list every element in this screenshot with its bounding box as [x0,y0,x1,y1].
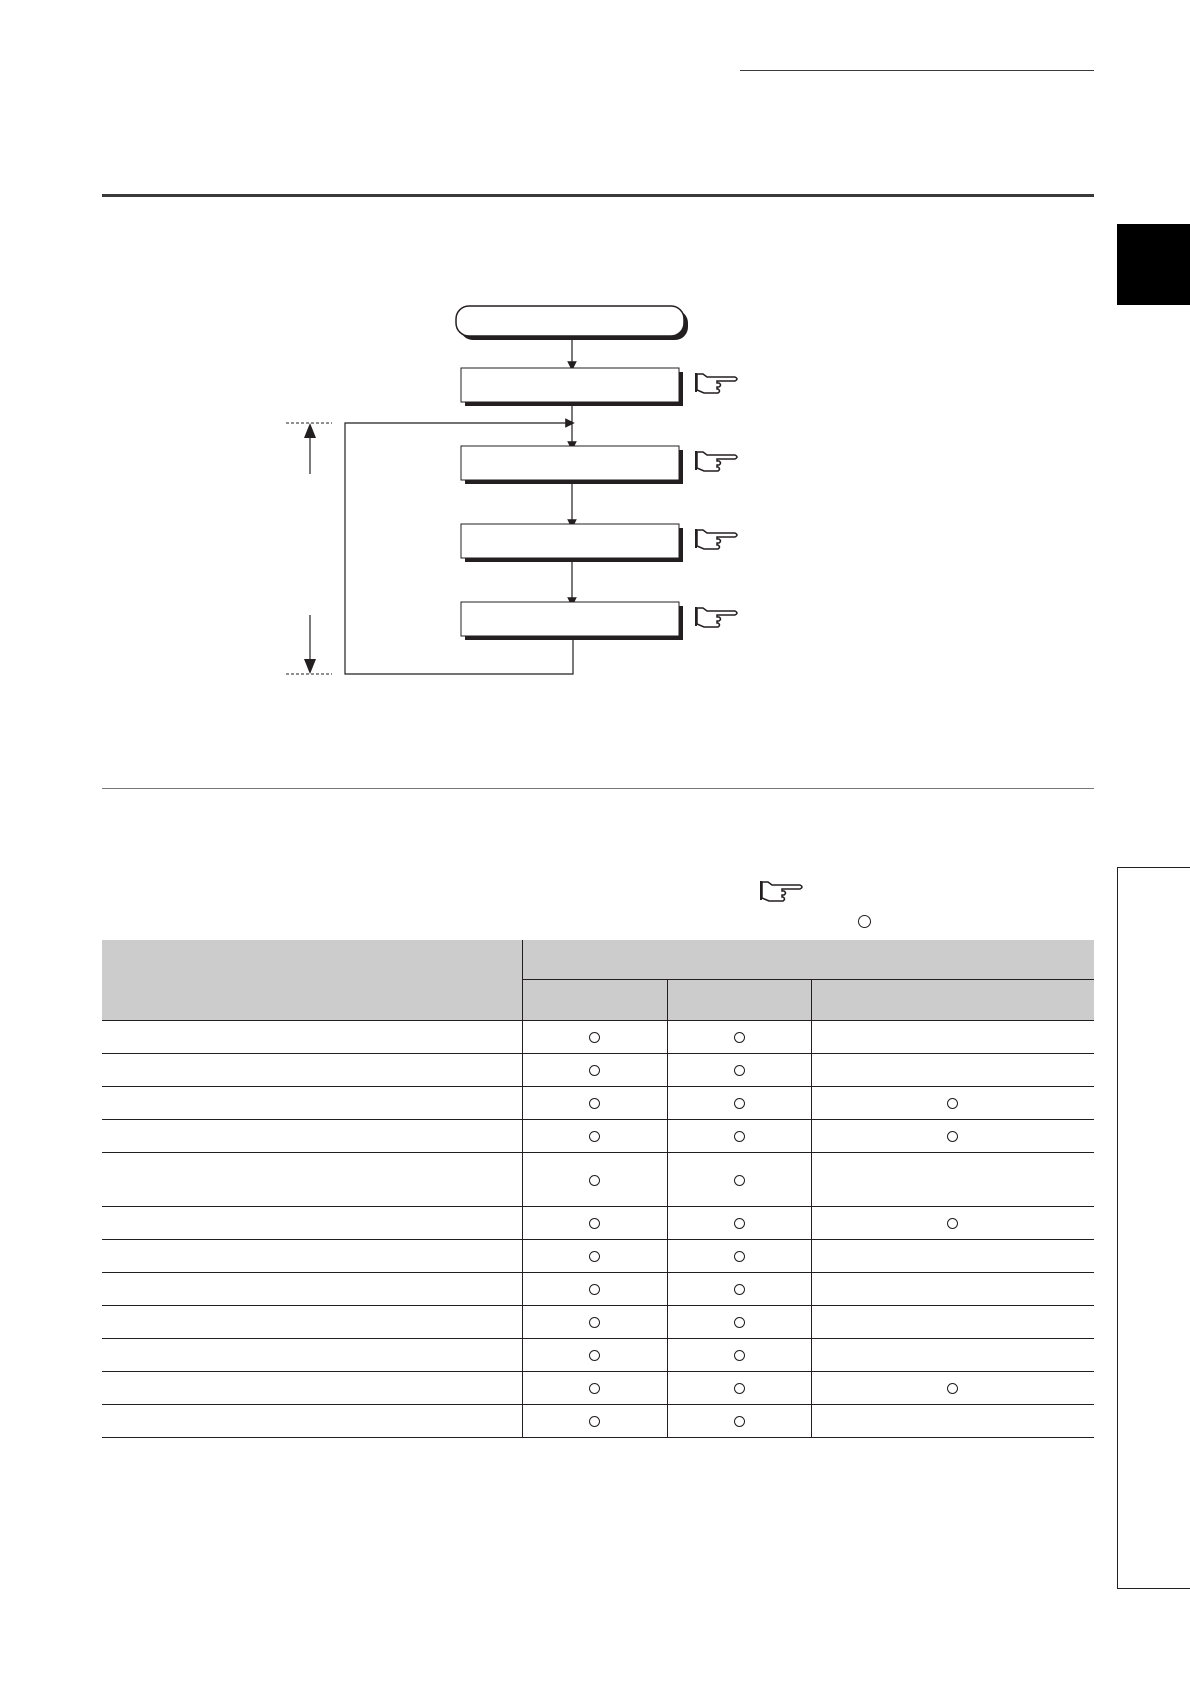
row-label [102,1240,522,1273]
circle-mark-icon [947,1131,958,1142]
circle-mark-icon [734,1218,745,1229]
support-cell [811,1054,1094,1087]
support-cell [811,1120,1094,1153]
circle-mark-icon [589,1383,600,1394]
pointing-hand-icon[interactable] [696,529,737,549]
circle-mark-icon [734,1416,745,1427]
header-rule [740,70,1094,71]
circle-mark-icon [589,1218,600,1229]
table-header-item [102,940,522,1021]
flow-start-terminal [456,306,688,340]
support-cell [522,1153,667,1207]
row-label [102,1405,522,1438]
circle-mark-icon [734,1383,745,1394]
support-cell [667,1087,811,1120]
support-cell [522,1306,667,1339]
row-label [102,1087,522,1120]
circle-mark-icon [589,1065,600,1076]
table-row [102,1273,1094,1306]
support-cell [522,1273,667,1306]
support-cell [522,1372,667,1405]
table-row [102,1021,1094,1054]
circle-mark-icon [589,1175,600,1186]
support-cell [667,1240,811,1273]
support-cell [667,1153,811,1207]
support-cell [667,1372,811,1405]
flow-step-box [461,446,683,484]
support-cell [667,1339,811,1372]
support-cell [667,1405,811,1438]
support-cell [811,1339,1094,1372]
support-cell [667,1054,811,1087]
support-cell [522,1207,667,1240]
circle-mark-icon [589,1032,600,1043]
row-label [102,1054,522,1087]
row-label [102,1339,522,1372]
row-label [102,1372,522,1405]
circle-mark-icon [947,1383,958,1394]
table-row [102,1339,1094,1372]
support-cell [667,1306,811,1339]
table-subheader-1 [522,980,667,1021]
support-cell [811,1207,1094,1240]
row-label [102,1207,522,1240]
support-cell [811,1306,1094,1339]
repeat-range-indicator [286,423,332,674]
chapter-index-tab [1117,867,1190,1589]
flow-step-box [461,602,683,640]
circle-mark-icon [947,1098,958,1109]
procedure-flowchart [270,300,750,690]
support-cell [522,1405,667,1438]
support-cell [667,1273,811,1306]
circle-mark-icon [734,1032,745,1043]
flow-step-box [461,368,683,406]
circle-mark-icon [734,1131,745,1142]
table-row [102,1087,1094,1120]
circle-mark-icon [734,1065,745,1076]
row-label [102,1153,522,1207]
support-cell [522,1087,667,1120]
table-subheader-3 [811,980,1094,1021]
subsection-rule [102,788,1094,789]
row-label [102,1120,522,1153]
support-cell [522,1054,667,1087]
pointing-hand-icon[interactable] [696,373,737,393]
table-row [102,1240,1094,1273]
table-header-group [522,940,1094,980]
function-table [102,940,1094,1438]
table-row [102,1153,1094,1207]
row-label [102,1021,522,1054]
table-row [102,1207,1094,1240]
circle-mark-icon [734,1284,745,1295]
table-row [102,1405,1094,1438]
support-cell [522,1240,667,1273]
table-row [102,1372,1094,1405]
support-cell [667,1120,811,1153]
table-row [102,1306,1094,1339]
circle-mark-icon [589,1251,600,1262]
support-cell [522,1021,667,1054]
support-cell [811,1087,1094,1120]
support-cell [667,1021,811,1054]
circle-mark-icon [734,1175,745,1186]
table-row [102,1054,1094,1087]
support-cell [811,1021,1094,1054]
row-label [102,1273,522,1306]
support-cell [522,1120,667,1153]
table-row [102,1120,1094,1153]
support-cell [667,1207,811,1240]
row-label [102,1306,522,1339]
support-cell [811,1240,1094,1273]
table-subheader-2 [667,980,811,1021]
circle-mark-icon [734,1350,745,1361]
support-cell [811,1405,1094,1438]
circle-mark-icon [589,1131,600,1142]
circle-mark-icon [734,1251,745,1262]
pointing-hand-icon[interactable] [696,451,737,471]
chapter-tab[interactable] [1117,224,1190,305]
support-cell [811,1273,1094,1306]
pointing-hand-icon[interactable] [760,880,808,906]
circle-mark-icon [589,1098,600,1109]
circle-mark-icon [589,1317,600,1328]
support-cell [811,1372,1094,1405]
pointing-hand-icon[interactable] [696,607,737,627]
circle-mark-icon [947,1218,958,1229]
circle-mark-icon [734,1317,745,1328]
circle-mark-icon [734,1098,745,1109]
flow-step-box [461,524,683,562]
support-cell [811,1153,1094,1207]
circle-mark-icon [589,1416,600,1427]
table-body [102,1021,1094,1438]
circle-mark-icon [589,1350,600,1361]
circle-mark-icon [589,1284,600,1295]
support-cell [522,1339,667,1372]
circle-mark-legend [858,915,871,928]
section-rule [102,194,1094,197]
